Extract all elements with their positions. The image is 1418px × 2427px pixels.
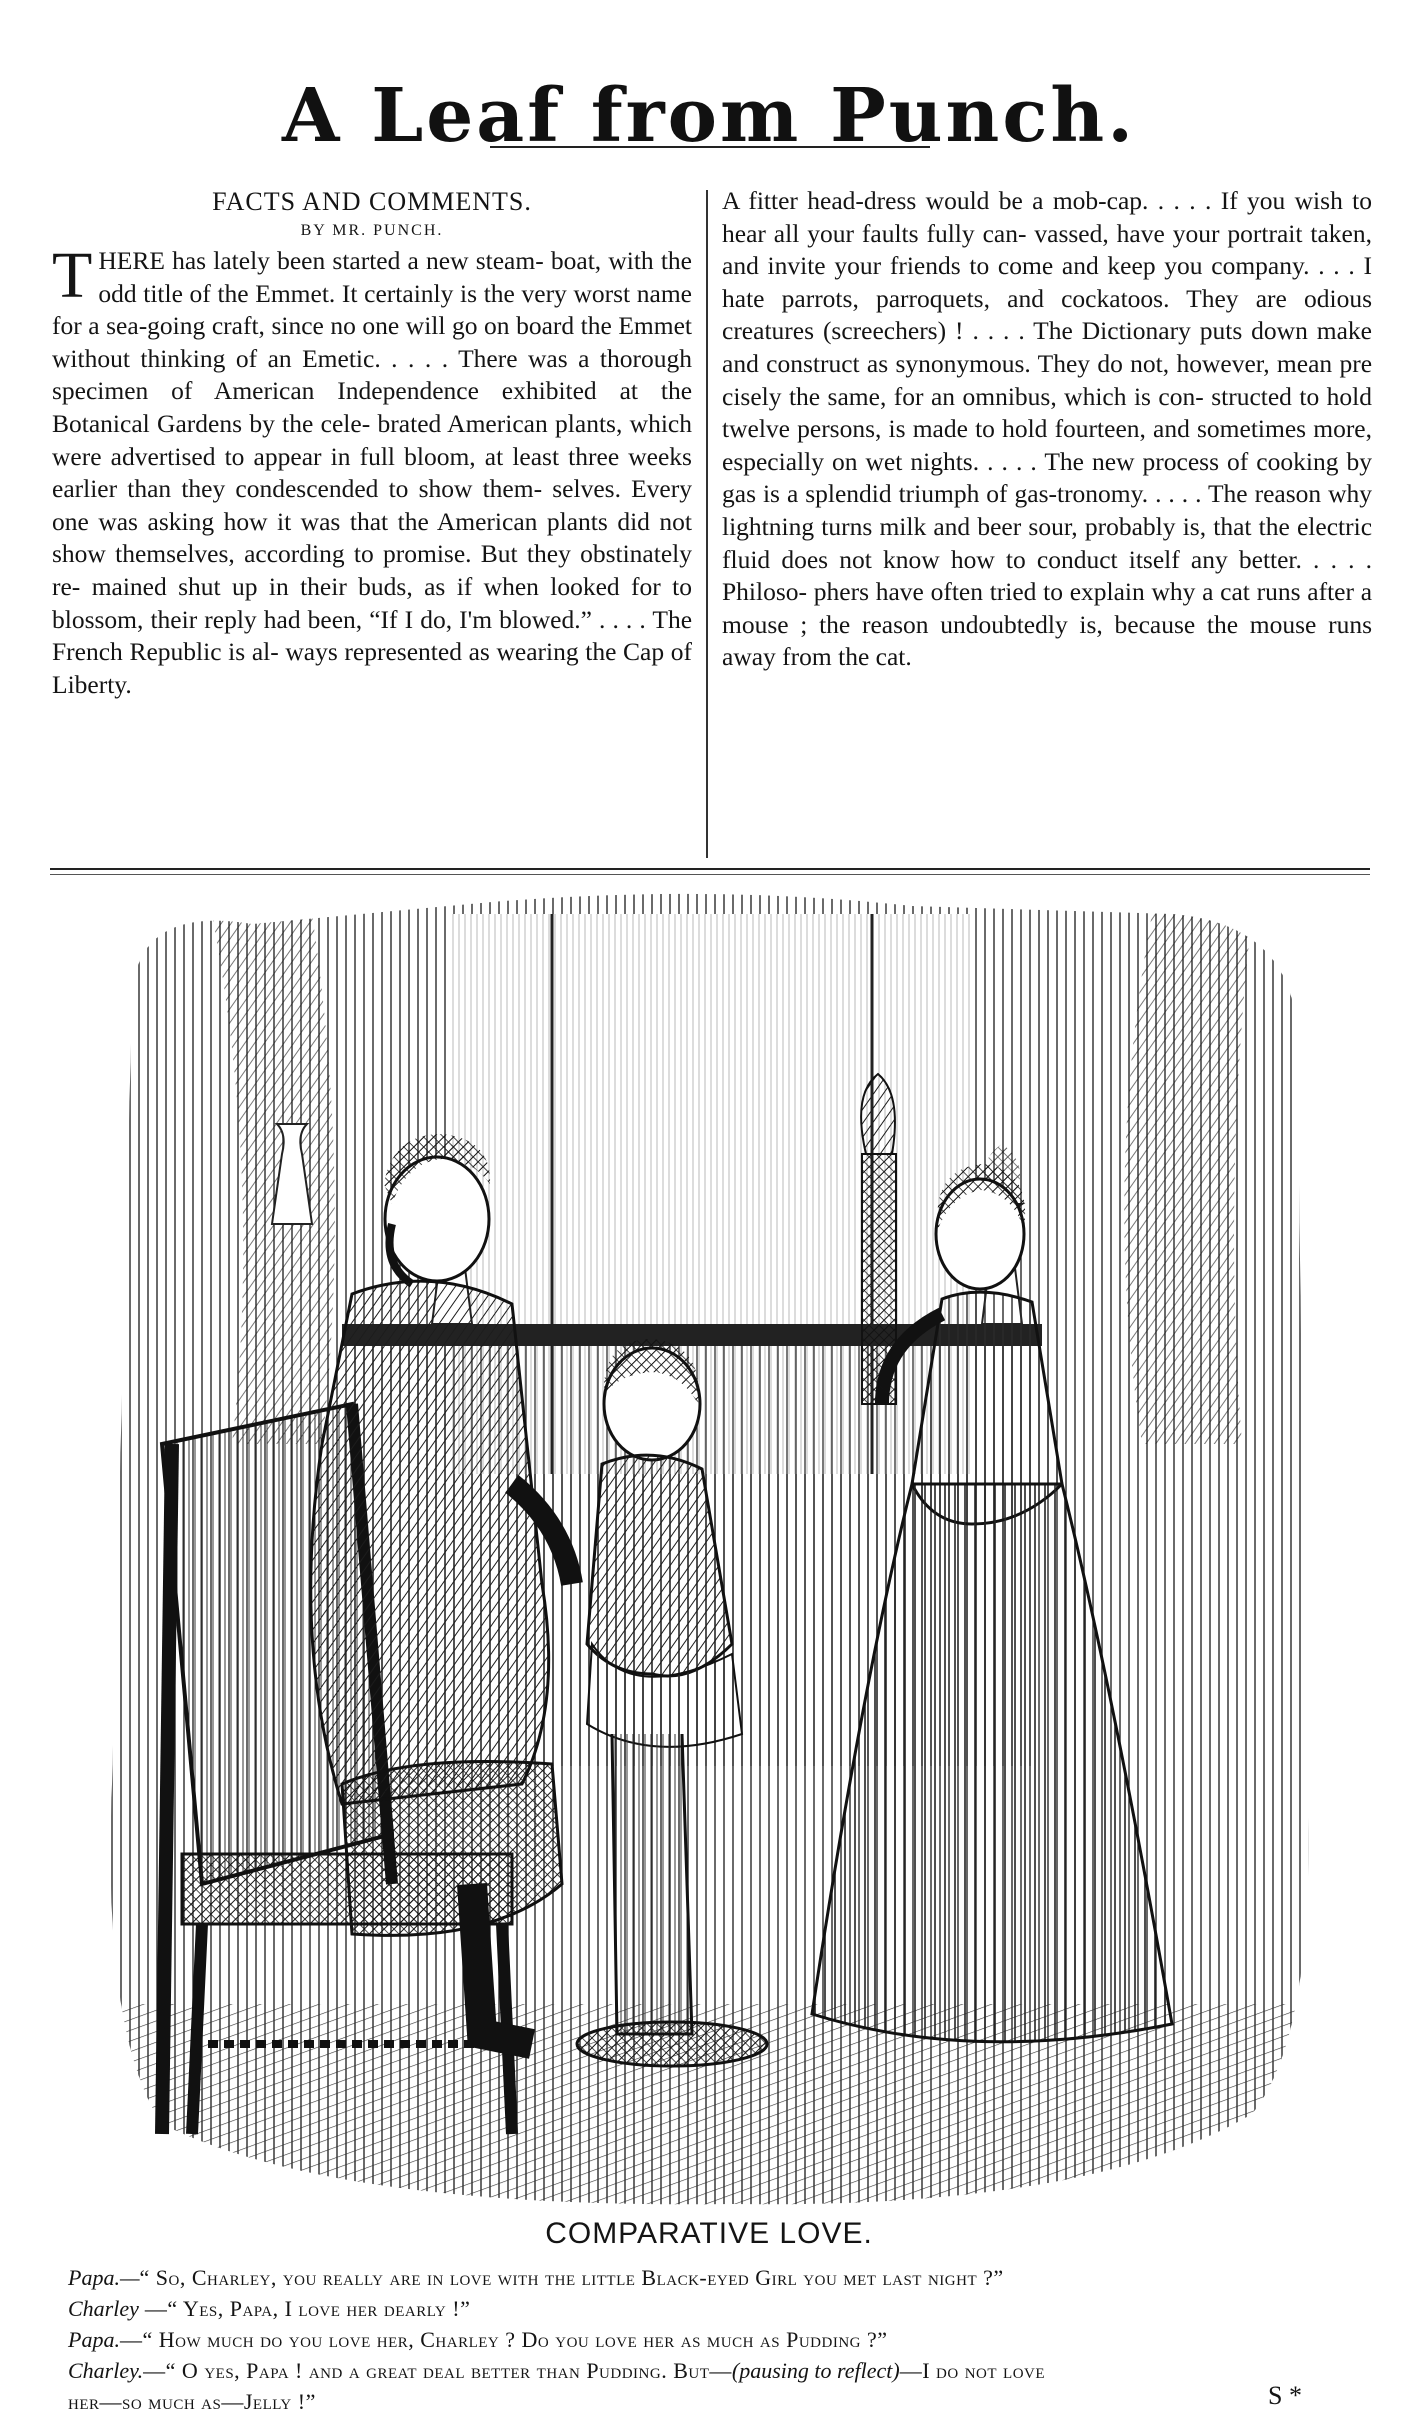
text-line: to appear in full bloom, at least three weeks <box>224 441 692 471</box>
text-line: reason why lightning turns milk and beer sour, <box>722 479 1373 541</box>
text-line: according to promise. But they obstinately re- <box>52 539 692 601</box>
text-line: mained shut up in their buds, as if when looked <box>91 571 620 601</box>
article-rule <box>50 874 1370 875</box>
text-line: If you wish to hear all your faults fully can- <box>722 186 1372 248</box>
text-line: vassed, have your portrait taken, and invite <box>722 218 1372 281</box>
text-line: your friends to come and keep you company. . . . <box>834 251 1355 281</box>
text-line: after a mouse ; the reason undoubtedly is, because <box>722 577 1373 639</box>
text-line: the American plants did not show themselves, <box>52 506 693 569</box>
text-line: phers have often tried to explain why a cat runs <box>813 577 1301 607</box>
caption-title: COMPARATIVE LOVE. <box>545 2217 873 2250</box>
text-line: HERE has lately been started a new steam- <box>98 246 544 275</box>
dialogue-line <box>68 2262 1388 2293</box>
text-line: selves. Every one was asking how it was that <box>52 474 692 536</box>
article-rule <box>50 868 1370 870</box>
text-line: structed to hold twelve persons, is made to hold <box>722 381 1373 444</box>
dialogue-text: —I do not love <box>899 2358 1046 2383</box>
text-line: are odious creatures (screechers) ! . . . . The <box>722 283 1373 346</box>
text-line: fourteen, and sometimes more, especially on wet <box>722 414 1372 476</box>
dialogue-text: her—so much as—Jelly !” <box>68 2389 316 2414</box>
text-line: the mouse runs away from the cat. <box>722 609 1372 672</box>
text-line: for to blossom, their reply had been, “If I do, <box>52 571 692 634</box>
dialogue-text: “ So, Charley, you really are in love with the little Black-eyed Girl you met last night ?” <box>139 2265 1004 2290</box>
text-line: a thorough specimen of American Independence <box>52 343 692 406</box>
dialogue-line <box>68 2386 1388 2417</box>
right-column-text <box>722 185 1372 674</box>
speaker-name: Papa. <box>68 2327 120 2352</box>
engraving-illustration <box>92 884 1327 2212</box>
drop-cap: T <box>52 239 93 312</box>
left-column-text <box>52 239 693 701</box>
text-line: certainly is the very worst name for a sea-going <box>52 278 693 341</box>
text-line: I hate parrots, parroquets, and cockatoos. They <box>722 251 1373 313</box>
right-column <box>722 185 1372 674</box>
text-line: synonymous. They do not, however, mean pre <box>895 348 1373 378</box>
text-line: Dictionary puts down make and construct as <box>722 316 1372 378</box>
dialogue-line <box>68 2324 1388 2355</box>
engraving-artwork <box>92 884 1327 2212</box>
text-line: nights. . . . . The new process of cooking by gas <box>722 446 1372 509</box>
masthead-title: A Leaf from Punch. <box>282 72 1136 159</box>
dialogue-text: —“ Yes, Papa, I love her dearly !” <box>138 2296 471 2321</box>
text-line: exhibited at the Botanical Gardens by the cele- <box>52 376 693 438</box>
text-line: I'm blowed.” . . . . The French Republic is al- <box>52 604 693 667</box>
stage-direction: (pausing to reflect) <box>731 2358 900 2383</box>
text-line: earlier than they condescended to show them- <box>52 474 543 504</box>
title-rule <box>490 146 930 148</box>
dialogue-line <box>68 2355 1388 2386</box>
article-byline: BY MR. PUNCH. <box>300 222 444 239</box>
text-line: ways represented as wearing the Cap of Liberty. <box>52 637 693 699</box>
dialogue-line <box>68 2293 1388 2324</box>
text-line: boat, with the odd title of the Emmet. It <box>98 246 693 308</box>
column-divider <box>706 190 708 858</box>
text-line: craft, since no one will go on board the Emmet <box>211 311 693 341</box>
text-line: brated American plants, which were advertised <box>52 408 692 471</box>
speaker-name: Charley <box>68 2296 139 2321</box>
engraver-signature: S * <box>1268 2381 1302 2410</box>
text-line: is a splendid triumph of gas-tronomy. . . . . The <box>762 479 1248 509</box>
text-line: cisely the same, for an omnibus, which is con- <box>722 381 1204 411</box>
text-line: without thinking of an Emetic. . . . . There was <box>52 343 568 373</box>
article-heading: FACTS AND COMMENTS. <box>212 187 532 216</box>
dialogue-text: —“ O yes, Papa ! and a great deal better than Pudding. But— <box>143 2358 732 2383</box>
text-line: probably is, that the electric fluid does not know <box>722 511 1373 574</box>
text-line: A fitter head-dress would be a mob-cap. . . . . <box>722 186 1212 215</box>
dialogue-text: —“ How much do you love her, Charley ? Do you love her as much as Pudding ?” <box>119 2327 888 2352</box>
speaker-name: Papa.— <box>68 2265 140 2290</box>
left-column <box>52 185 692 701</box>
text-line: how to conduct itself any better. . . . . Philoso- <box>722 544 1373 607</box>
speaker-name: Charley. <box>68 2358 144 2383</box>
caption-dialogue <box>68 2262 1388 2417</box>
